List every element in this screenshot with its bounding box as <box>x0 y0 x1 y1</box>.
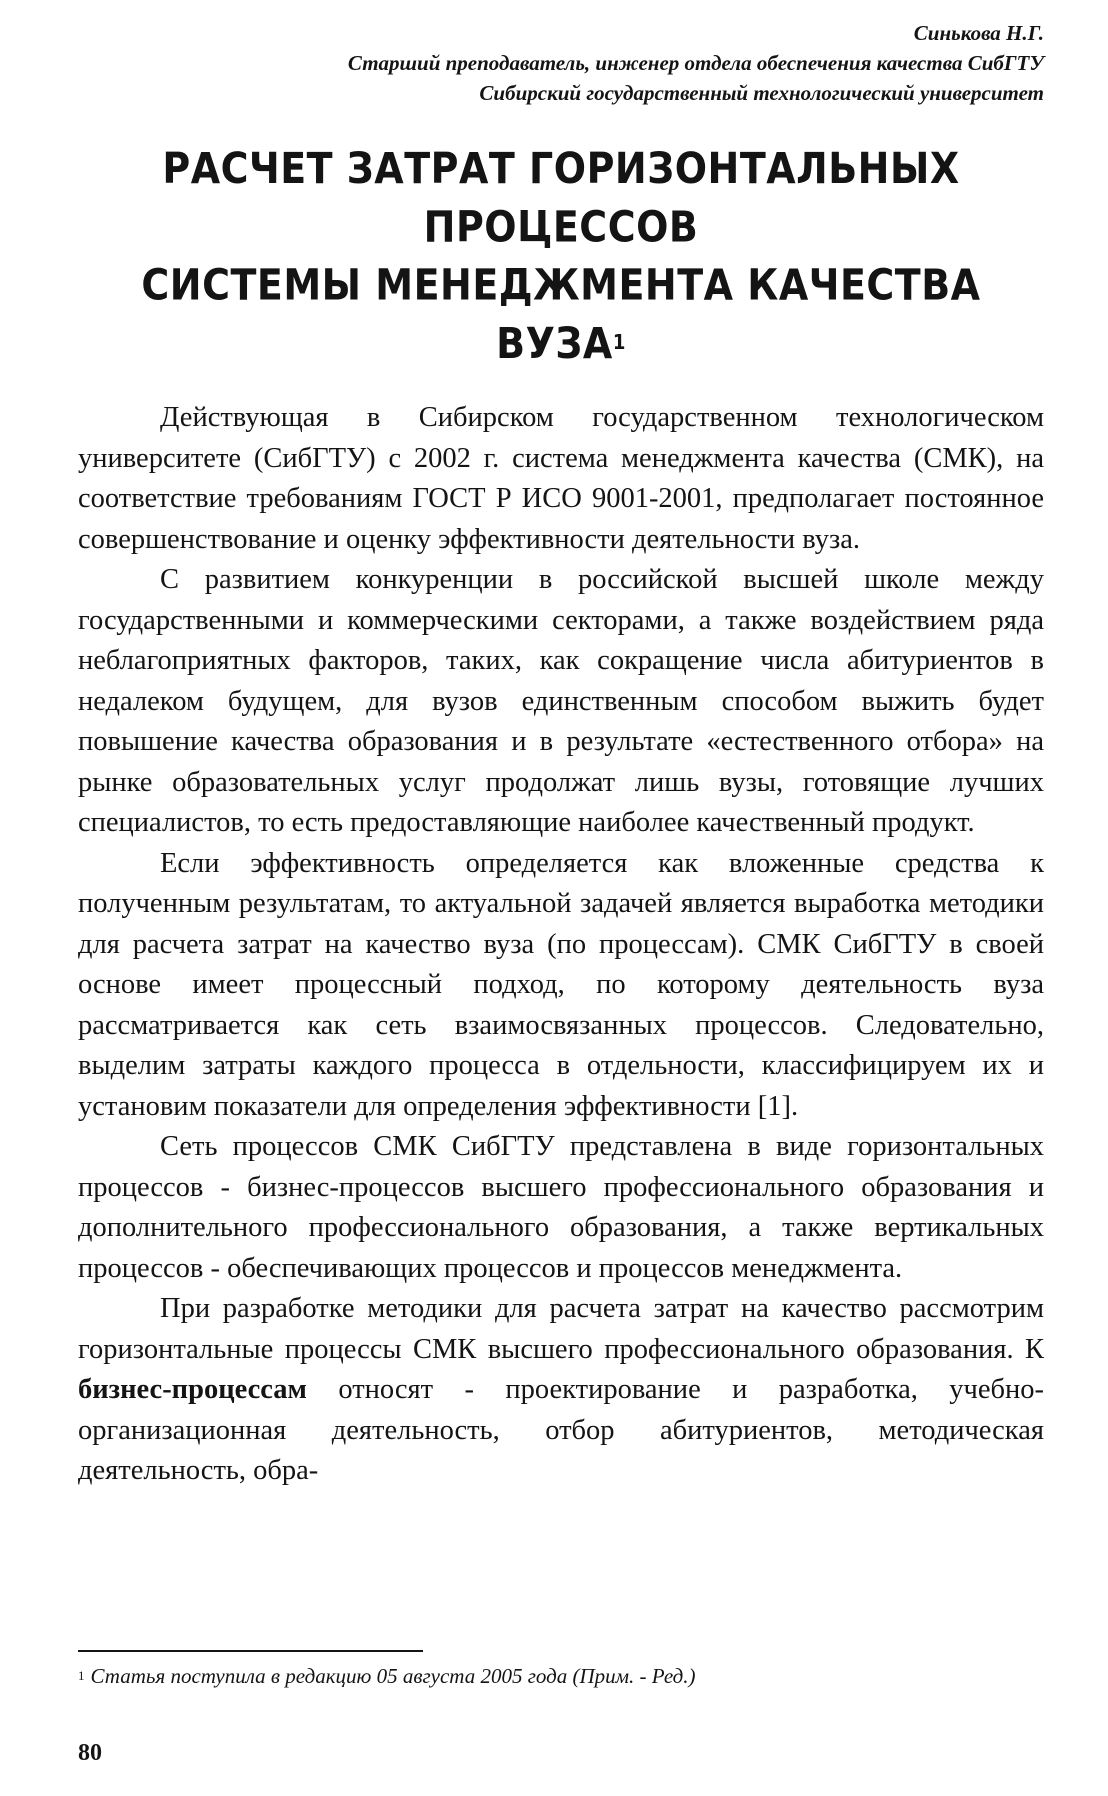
article-title <box>78 140 1044 373</box>
paragraph-1: Действующая в Сибирском государственном технологическом университете (СибГТУ) с 2002 г. система менеджмента качества (СМК), на соответствие требованиям ГОСТ Р ИСО 9001-2001, предполагает постоянное совершенствование и оценку эффективности деятельности вуза. <box>78 402 1044 555</box>
page-number: 80 <box>78 1740 102 1766</box>
paragraph-2: С развитием конкуренции в российской высшей школе между государственными и коммерческими секторами, а также воздействием ряда неблагоприятных факторов, таких, как сокращение числа абитуриентов в недалеком будущем, для вузов единственным способом выжить будет повышение качества образования и в результате «естественного отбора» на рынке образовательных услуг продолжат лишь вузы, готовящие лучших специалистов, то есть предоставляющие наиболее качественный продукт. <box>78 564 1044 838</box>
title-line-1: РАСЧЕТ ЗАТРАТ ГОРИЗОНТАЛЬНЫХ ПРОЦЕССОВ <box>162 143 960 252</box>
paragraph-5-end: относят - проектирование и разработка, учебно-организационная деятельность, отбор абитуриентов, методическая деятельность, обра- <box>78 1374 1044 1486</box>
footnote-mark: 1 <box>78 1668 85 1683</box>
footnote-text: Статья поступила в редакцию 05 августа 2005 года (Прим. - Ред.) <box>90 1664 696 1688</box>
paragraph-5 <box>78 1289 1044 1492</box>
paragraph-4: Сеть процессов СМК СибГТУ представлена в виде горизонтальных процессов - бизнес-процессов высшего профессионального образования и дополнительного профессионального образования, а также вертикальных процессов - обеспечивающих процессов и процессов менеджмента. <box>78 1131 1044 1284</box>
footnote <box>78 1662 696 1690</box>
title-line-2 <box>78 256 1044 372</box>
paragraph-3: Если эффективность определяется как вложенные средства к полученным результатам, то актуальной задачей является выработка методики для расчета затрат на качество вуза (по процессам). СМК СибГТУ в своей основе имеет процессный подход, по которому деятельность вуза рассматривается как сеть взаимосвязанных процессов. Следовательно, выделим затраты каждого процесса в отдельности, классифицируем их и установим показатели для определения эффективности [1]. <box>78 847 1044 1122</box>
author-name: Синькова Н.Г. <box>913 21 1044 45</box>
footnote-divider <box>78 1650 423 1652</box>
author-affiliation: Сибирский государственный технологический университет <box>479 81 1044 105</box>
author-position: Старший преподаватель, инженер отдела обеспечения качества СибГТУ <box>347 51 1044 75</box>
paragraph-5-start: При разработке методики для расчета затрат на качество рассмотрим горизонтальные процессы СМК высшего профессионального образования. К <box>78 1293 1044 1365</box>
paragraph-5-bold-term: бизнес-процессам <box>78 1374 307 1405</box>
author-block <box>78 18 1044 108</box>
title-footnote-mark: 1 <box>612 331 626 355</box>
title-line-2-text: СИСТЕМЫ МЕНЕДЖМЕНТА КАЧЕСТВА ВУЗА <box>141 260 981 368</box>
